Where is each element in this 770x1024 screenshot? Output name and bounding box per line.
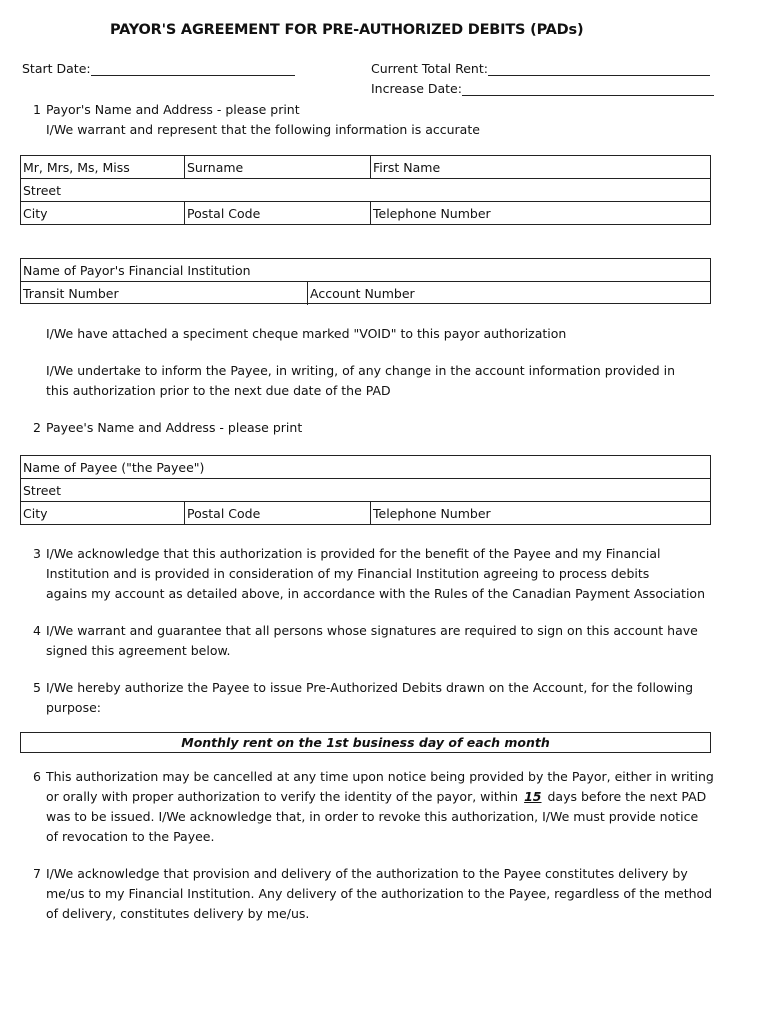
bank-info-table xyxy=(20,258,711,304)
section-4-line-1: I/We warrant and guarantee that all persons whose signatures are required to sign on this account have xyxy=(46,623,698,638)
current-total-rent-line[interactable] xyxy=(488,61,710,76)
first-name-cell[interactable]: First Name xyxy=(370,156,710,178)
section-3-line-1: I/We acknowledge that this authorization is provided for the benefit of the Payee and my Financial xyxy=(46,546,661,561)
payee-postal-code-cell[interactable]: Postal Code xyxy=(184,502,370,525)
section-3-line-3: agains my account as detailed above, in accordance with the Rules of the Canadian Payment Association xyxy=(46,586,705,601)
increase-date-line[interactable] xyxy=(462,81,714,96)
payor-city-cell[interactable]: City xyxy=(23,206,48,221)
section-4-line-2: signed this agreement below. xyxy=(46,643,231,658)
current-total-rent-label: Current Total Rent: xyxy=(371,61,488,76)
account-number-cell[interactable]: Account Number xyxy=(307,282,710,305)
section-3-number: 3 xyxy=(33,546,41,561)
section-4-number: 4 xyxy=(33,623,41,638)
section-5-line-2: purpose: xyxy=(46,700,101,715)
institution-row xyxy=(21,259,710,282)
section-6-number: 6 xyxy=(33,769,41,784)
void-cheque-text: I/We have attached a speciment cheque marked "VOID" to this payor authorization xyxy=(46,326,567,341)
payor-info-table xyxy=(20,155,711,225)
section-1-number: 1 xyxy=(33,102,41,117)
payee-street-row xyxy=(21,479,710,502)
page-title: PAYOR'S AGREEMENT FOR PRE-AUTHORIZED DEBITS (PADs) xyxy=(110,22,584,38)
institution-cell[interactable]: Name of Payor's Financial Institution xyxy=(23,263,251,278)
payee-city-cell[interactable]: City xyxy=(23,506,48,521)
undertake-text-line-1: I/We undertake to inform the Payee, in writing, of any change in the account information provided in xyxy=(46,363,676,378)
payee-city-row xyxy=(21,502,710,525)
payor-telephone-cell[interactable]: Telephone Number xyxy=(370,202,710,225)
section-1-subheading: I/We warrant and represent that the following information is accurate xyxy=(46,122,480,137)
payee-name-cell[interactable]: Name of Payee ("the Payee") xyxy=(23,460,205,475)
payee-info-table xyxy=(20,455,711,525)
increase-date-field[interactable] xyxy=(371,81,714,96)
section-1-heading: Payor's Name and Address - please print xyxy=(46,102,300,117)
section-7-line-1: I/We acknowledge that provision and delivery of the authorization to the Payee constitutes delivery by xyxy=(46,866,688,881)
payor-street-row xyxy=(21,179,710,202)
payor-city-row xyxy=(21,202,710,225)
surname-cell[interactable]: Surname xyxy=(184,156,370,178)
section-2-heading: Payee's Name and Address - please print xyxy=(46,420,303,435)
increase-date-label: Increase Date: xyxy=(371,81,462,96)
payor-name-row xyxy=(21,156,710,179)
payee-telephone-cell[interactable]: Telephone Number xyxy=(370,502,710,525)
purpose-box[interactable]: Monthly rent on the 1st business day of each month xyxy=(20,732,711,753)
section-6-line-4: of revocation to the Payee. xyxy=(46,829,215,844)
start-date-label: Start Date: xyxy=(22,61,91,76)
start-date-field[interactable] xyxy=(22,61,295,76)
payor-postal-code-cell[interactable]: Postal Code xyxy=(184,202,370,225)
section-2-number: 2 xyxy=(33,420,41,435)
section-7-line-3: of delivery, constitutes delivery by me/us. xyxy=(46,906,310,921)
section-6-line-3: was to be issued. I/We acknowledge that, in order to revoke this authorization, I/We must provide notice xyxy=(46,809,699,824)
start-date-line[interactable] xyxy=(91,61,295,76)
transit-number-cell[interactable]: Transit Number xyxy=(23,286,119,301)
salutation-cell[interactable]: Mr, Mrs, Ms, Miss xyxy=(23,160,130,175)
section-7-number: 7 xyxy=(33,866,41,881)
section-6-line-2-post: days before the next PAD xyxy=(547,789,707,804)
payee-name-row xyxy=(21,456,710,479)
section-6-line-1: This authorization may be cancelled at any time upon notice being provided by the Payor, either in writing xyxy=(46,769,714,784)
section-6-line-2 xyxy=(46,787,706,807)
payor-street-cell[interactable]: Street xyxy=(23,183,61,198)
undertake-text-line-2: this authorization prior to the next due date of the PAD xyxy=(46,383,391,398)
bank-numbers-row xyxy=(21,282,710,305)
section-3-line-2: Institution and is provided in consideration of my Financial Institution agreeing to process debits xyxy=(46,566,650,581)
section-5-line-1: I/We hereby authorize the Payee to issue Pre-Authorized Debits drawn on the Account, for the following xyxy=(46,680,694,695)
current-total-rent-field[interactable] xyxy=(371,61,710,76)
section-7-line-2: me/us to my Financial Institution. Any delivery of the authorization to the Payee, regardless of the method xyxy=(46,886,713,901)
payee-street-cell[interactable]: Street xyxy=(23,483,61,498)
notice-days-value[interactable]: 15 xyxy=(524,789,542,804)
section-5-number: 5 xyxy=(33,680,41,695)
section-6-line-2-pre: or orally with proper authorization to verify the identity of the payor, within xyxy=(46,789,519,804)
